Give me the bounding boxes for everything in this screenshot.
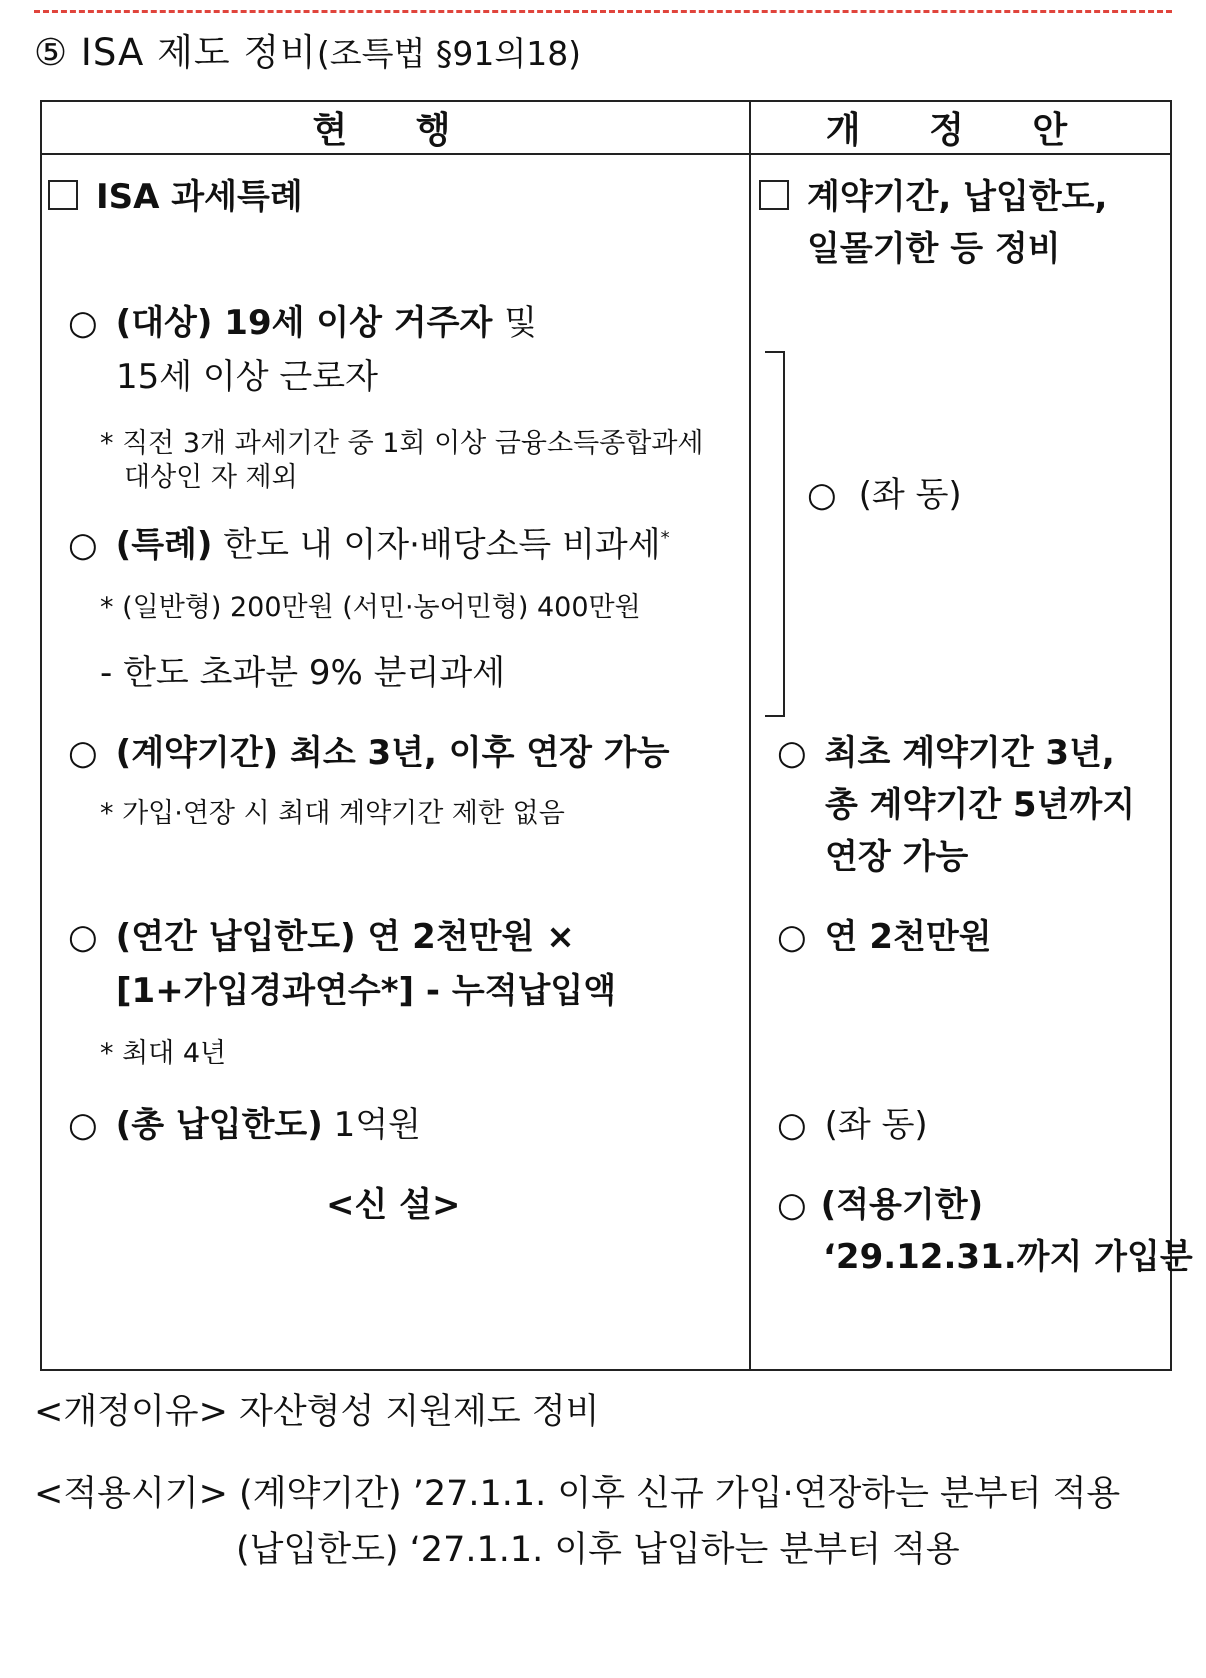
heading-title: ISA 제도 정비	[68, 31, 317, 74]
amendment-reason: <개정이유> 자산형성 지원제도 정비	[34, 1392, 600, 1432]
special-note: * (일반형) 200만원 (서민·농어민형) 400만원	[100, 592, 641, 623]
new-provision-label: <신 설>	[326, 1185, 461, 1225]
current-section-title: ISA 과세특례	[48, 169, 303, 218]
top-dashed-rule	[34, 10, 1172, 13]
comparison-table	[40, 100, 1193, 1371]
application-timing: <적용시기> (계약기간) ’27.1.1. 이후 신규 가입·연장하는 분부터 적용	[34, 1474, 1121, 1514]
revision-contract-line2: 총 계약기간 5년까지	[825, 785, 1136, 825]
revision-cell	[750, 154, 1193, 1370]
annual-item-line2: [1+가입경과연수*] - 누적납입액	[116, 971, 617, 1011]
annual-item: ○ (연간 납입한도) 연 2천만원 ×	[68, 917, 575, 957]
revision-same-2: ○ (좌 동)	[777, 1105, 928, 1145]
annual-note: * 최대 4년	[100, 1038, 227, 1069]
total-item: ○ (총 납입한도) 1억원	[68, 1105, 421, 1145]
target-item: ○ (대상) 19세 이상 거주자 및	[68, 303, 538, 343]
header-current: 현 행	[41, 101, 750, 154]
revision-deadline-item: ○ (적용기한)	[777, 1185, 984, 1225]
application-timing-line2: (납입한도) ‘27.1.1. 이후 납입하는 분부터 적용	[236, 1530, 960, 1570]
revision-contract-item: ○ 최초 계약기간 3년,	[777, 733, 1115, 773]
heading-law-reference: (조특법 §91의18)	[316, 34, 582, 73]
revision-annual-item: ○ 연 2천만원	[777, 917, 992, 957]
target-item-line2: 15세 이상 근로자	[116, 357, 378, 397]
revision-same-1: ○ (좌 동)	[807, 475, 962, 515]
target-note-2: 대상인 자 제외	[124, 462, 298, 493]
special-dash-line: - 한도 초과분 9% 분리과세	[100, 653, 506, 693]
section-heading	[34, 22, 581, 76]
checkbox-square-icon	[759, 180, 789, 210]
revision-section-title-line2: 일몰기한 등 정비	[807, 229, 1061, 269]
same-as-left-bracket	[765, 351, 785, 717]
revision-deadline-text: ‘29.12.31.까지 가입분	[823, 1237, 1193, 1277]
revision-section-title: 계약기간, 납입한도,	[759, 169, 1107, 218]
current-cell	[41, 154, 750, 1370]
header-revision: 개 정 안	[750, 101, 1171, 154]
checkbox-square-icon	[48, 180, 78, 210]
circled-number: ⑤	[34, 31, 69, 74]
target-note-1: * 직전 3개 과세기간 중 1회 이상 금융소득종합과세	[100, 428, 704, 459]
special-item: ○ (특례) 한도 내 이자·배당소득 비과세*	[68, 525, 670, 565]
contract-note: * 가입·연장 시 최대 계약기간 제한 없음	[100, 798, 565, 829]
revision-contract-line3: 연장 가능	[825, 837, 969, 877]
contract-item: ○ (계약기간) 최소 3년, 이후 연장 가능	[68, 733, 670, 773]
